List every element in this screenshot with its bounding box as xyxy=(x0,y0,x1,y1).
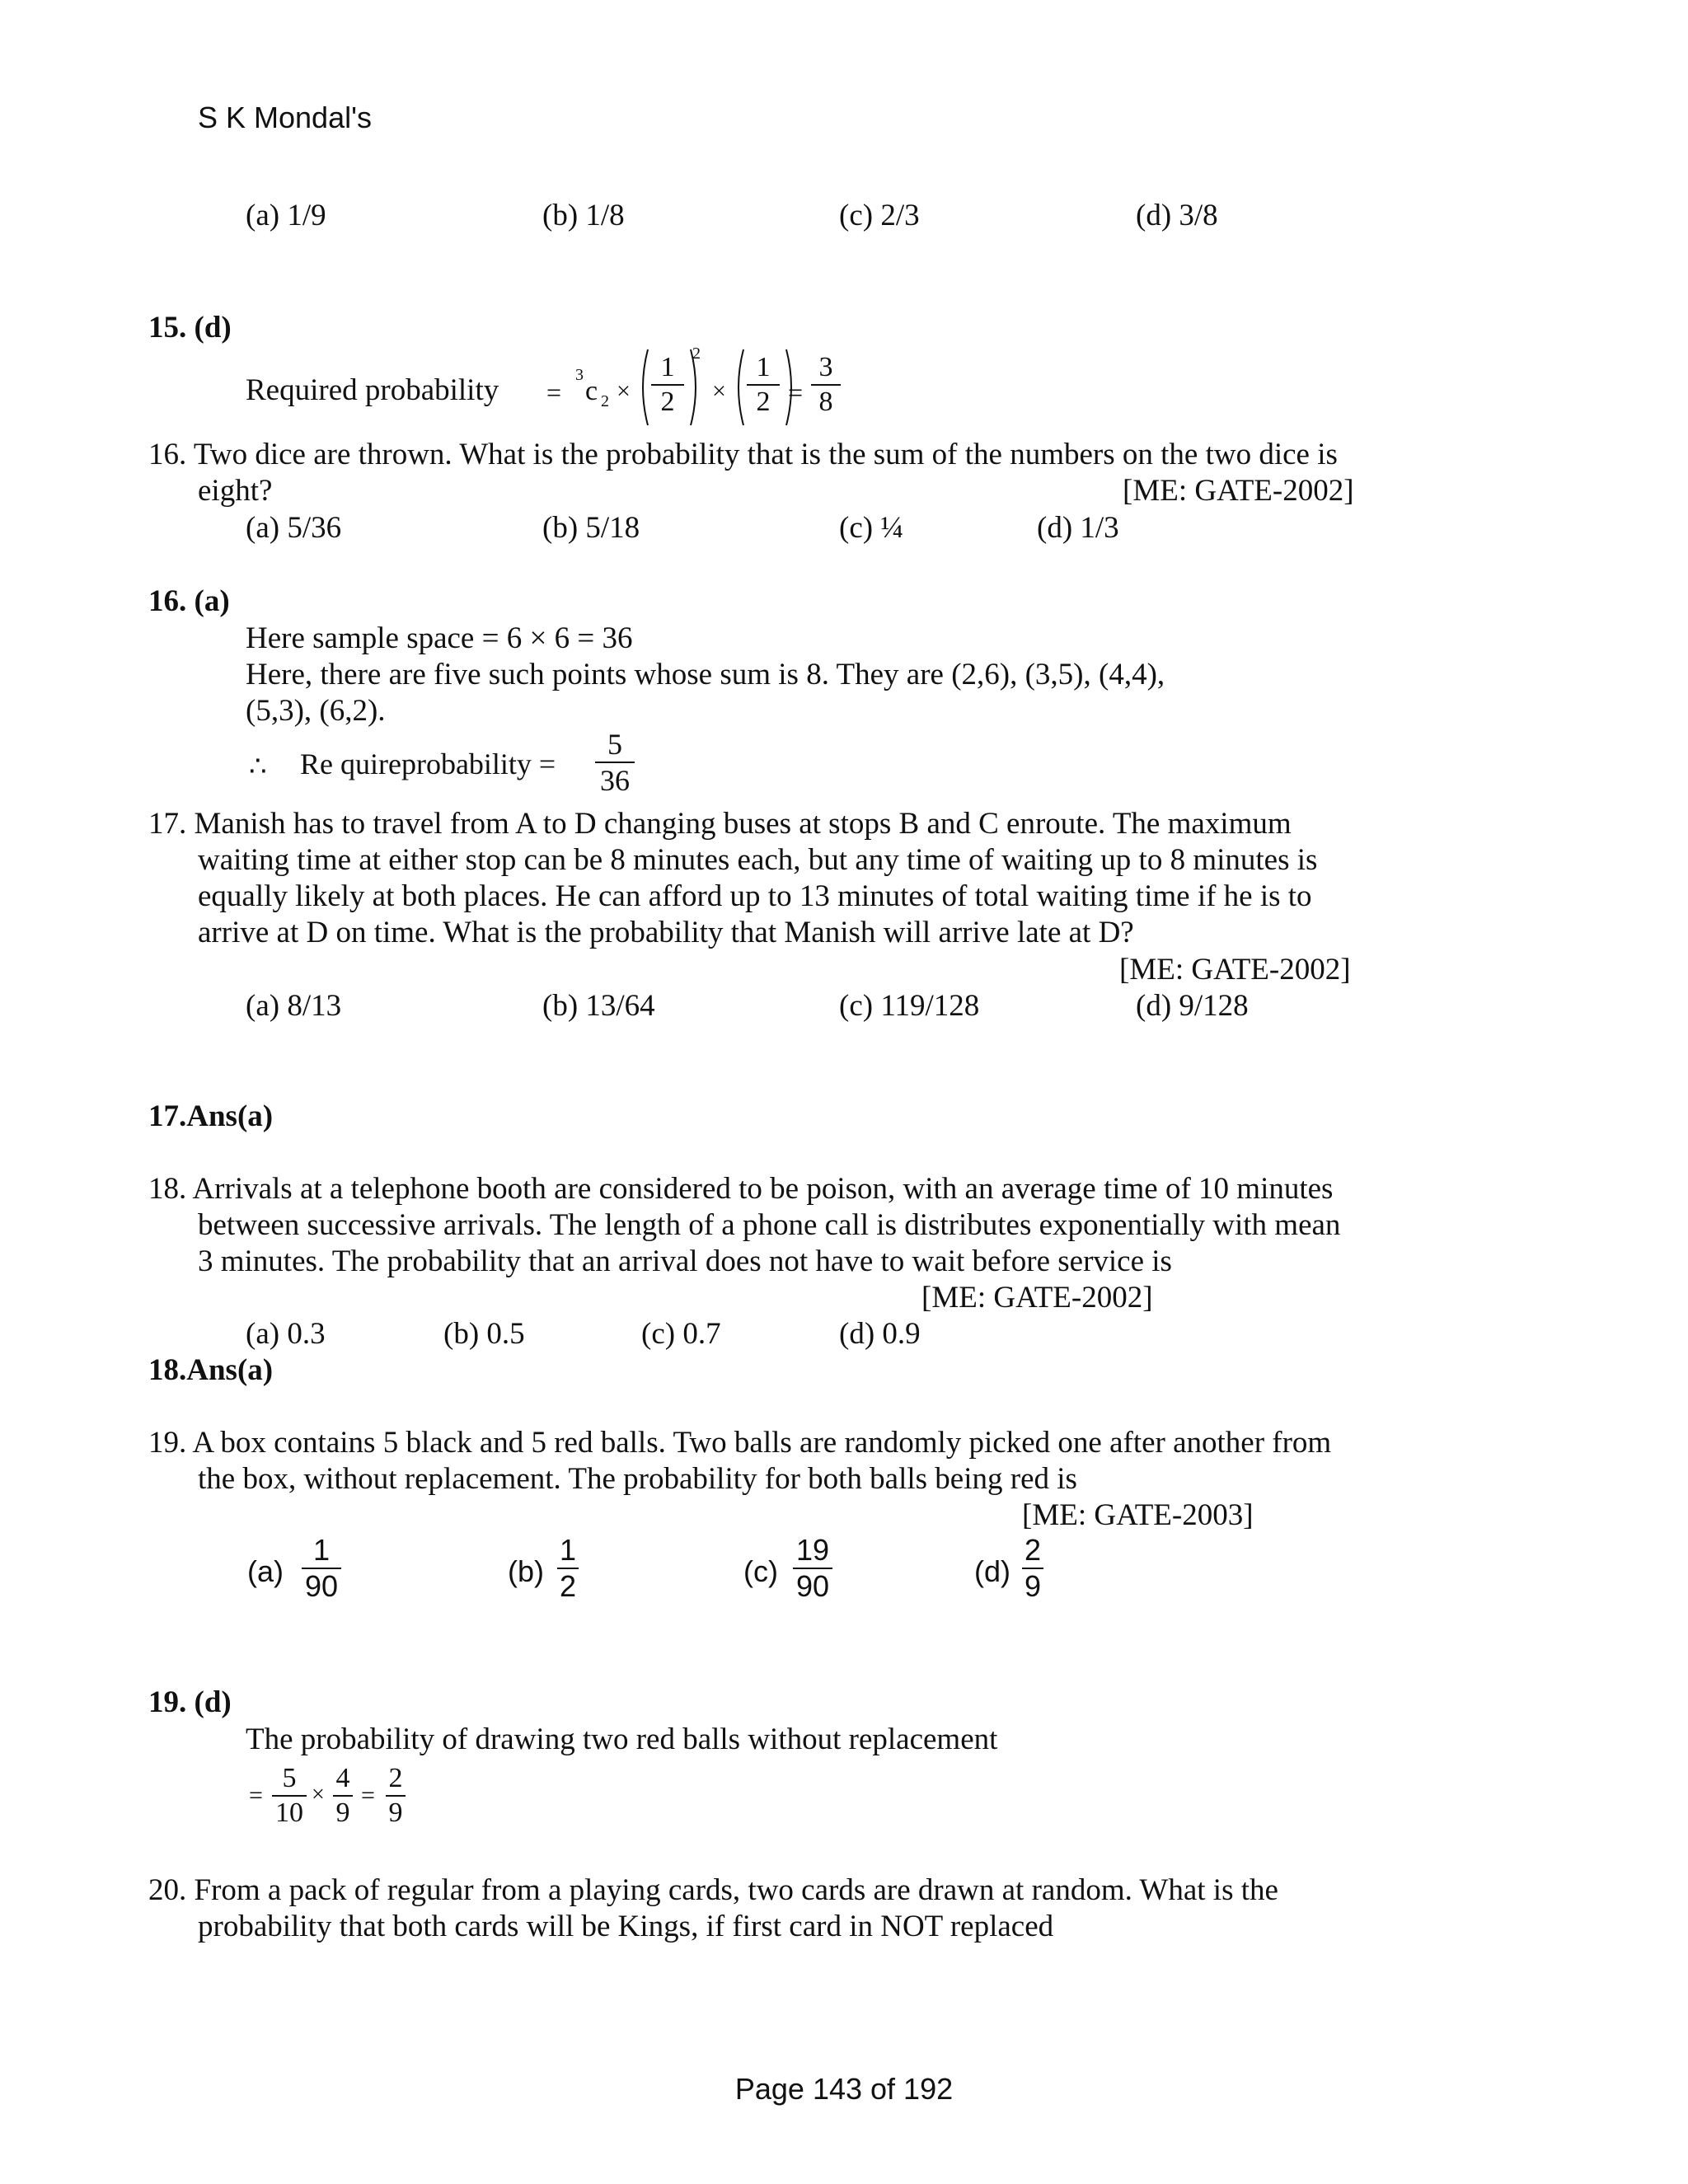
fraction-2-9 xyxy=(386,1762,406,1830)
option-label: (a) xyxy=(247,1554,284,1588)
explanation-line-2: Here, there are five such points whose sum is 8. They are (2,6), (3,5), (4,4), xyxy=(246,658,1165,691)
fraction-three-eighths xyxy=(811,351,841,419)
exam-reference: [ME: GATE-2002] xyxy=(1123,474,1354,508)
option-d: (d) 1/3 xyxy=(1037,511,1119,545)
denominator: 90 xyxy=(795,1569,830,1603)
numerator: 5 xyxy=(282,1763,297,1793)
question-20-line-1: 20. From a pack of regular from a playing cards, two cards are drawn at random. What is the xyxy=(148,1873,1278,1907)
explanation-line-3: (5,3), (6,2). xyxy=(246,694,386,728)
option-b: (b) 1/8 xyxy=(542,199,625,232)
question-18-line-2: between successive arrivals. The length of a phone call is distributes exponentially with mean xyxy=(198,1208,1341,1242)
fraction-one-half xyxy=(651,351,684,419)
option-a: (a) 8/13 xyxy=(246,989,342,1023)
denominator: 36 xyxy=(600,764,630,797)
question-19-line-2: the box, without replacement. The probability for both balls being red is xyxy=(198,1462,1077,1496)
required-probability-text: Re quireprobability = xyxy=(300,748,556,780)
question-17-line-1: 17. Manish has to travel from A to D changing buses at stops B and C enroute. The maximum xyxy=(148,807,1292,841)
question-17-line-4: arrive at D on time. What is the probability that Manish will arrive late at D? xyxy=(198,916,1134,949)
option-a: (a) 5/36 xyxy=(246,511,342,545)
fraction-4-9 xyxy=(333,1762,353,1830)
equals-sign: = xyxy=(249,1782,263,1809)
question-16-line-2: eight? xyxy=(198,474,273,508)
exam-reference: [ME: GATE-2003] xyxy=(1022,1498,1254,1532)
answer-17-label: 17.Ans(a) xyxy=(148,1099,274,1133)
option-label: (c) xyxy=(743,1554,778,1588)
denominator: 90 xyxy=(304,1569,339,1603)
exam-reference: [ME: GATE-2002] xyxy=(1119,953,1351,987)
numerator: 2 xyxy=(1024,1533,1042,1567)
fraction-one-half xyxy=(747,351,780,419)
option-fraction xyxy=(557,1533,579,1604)
numerator: 1 xyxy=(559,1533,577,1567)
subscript-2: 2 xyxy=(601,392,609,410)
exam-reference: [ME: GATE-2002] xyxy=(921,1281,1153,1315)
option-c: (c) 119/128 xyxy=(839,989,980,1023)
numerator: 19 xyxy=(795,1533,830,1567)
option-c: (c) 2/3 xyxy=(839,199,920,232)
denominator: 2 xyxy=(756,387,771,417)
times-sign: × xyxy=(312,1782,325,1807)
times-sign: × xyxy=(712,377,726,405)
equation-text: Required probability xyxy=(246,373,499,407)
denominator: 9 xyxy=(388,1797,403,1828)
page-number: Page 143 of 192 xyxy=(734,2072,954,2106)
option-fraction xyxy=(1022,1533,1043,1604)
question-17-line-2: waiting time at either stop can be 8 minutes each, but any time of waiting up to 8 minutes is xyxy=(198,843,1318,877)
explanation-text: The probability of drawing two red balls without replacement xyxy=(246,1722,998,1756)
question-19-line-1: 19. A box contains 5 black and 5 red balls. Two balls are randomly picked one after another from xyxy=(148,1426,1332,1460)
combination-c: c xyxy=(585,376,598,406)
denominator: 9 xyxy=(335,1797,350,1828)
option-c: (c) ¼ xyxy=(839,511,904,545)
option-b: (b) 0.5 xyxy=(443,1317,525,1351)
denominator: 10 xyxy=(275,1797,303,1828)
option-a: (a) 0.3 xyxy=(246,1317,326,1351)
fraction-5-36 xyxy=(595,727,635,798)
equals-sign: = xyxy=(546,377,562,407)
numerator: 2 xyxy=(388,1763,403,1793)
numerator: 1 xyxy=(312,1533,331,1567)
numerator: 3 xyxy=(818,352,833,382)
answer-16-label: 16. (a) xyxy=(148,584,230,618)
option-a: (a) 1/9 xyxy=(246,199,326,232)
numerator: 1 xyxy=(660,352,675,382)
exponent-2: 2 xyxy=(692,344,701,363)
denominator: 9 xyxy=(1024,1569,1042,1603)
answer-15-label: 15. (d) xyxy=(148,311,232,344)
superscript-3: 3 xyxy=(575,366,584,384)
option-d: (d) 9/128 xyxy=(1136,989,1249,1023)
question-17-line-3: equally likely at both places. He can afford up to 13 minutes of total waiting time if he is to xyxy=(198,879,1312,913)
explanation-line-1: Here sample space = 6 × 6 = 36 xyxy=(246,621,633,655)
option-fraction xyxy=(302,1533,341,1604)
option-d: (d) 0.9 xyxy=(839,1317,921,1351)
option-label: (b) xyxy=(508,1554,544,1588)
option-fraction xyxy=(793,1533,832,1604)
option-b: (b) 5/18 xyxy=(542,511,640,545)
question-18-line-1: 18. Arrivals at a telephone booth are considered to be poison, with an average time of 10 minutes xyxy=(148,1172,1334,1206)
option-d: (d) 3/8 xyxy=(1136,199,1218,232)
question-20-line-2: probability that both cards will be Kings, if first card in NOT replaced xyxy=(198,1910,1054,1943)
numerator: 5 xyxy=(607,728,622,761)
therefore-symbol: ∴ xyxy=(249,752,267,782)
equals-sign: = xyxy=(788,377,804,407)
option-label: (d) xyxy=(974,1554,1010,1588)
header-author: S K Mondal's xyxy=(198,101,372,134)
denominator: 2 xyxy=(660,387,675,417)
option-b: (b) 13/64 xyxy=(542,989,655,1023)
answer-19-label: 19. (d) xyxy=(148,1685,232,1719)
numerator: 1 xyxy=(756,352,771,382)
answer-18-label: 18.Ans(a) xyxy=(148,1353,274,1387)
numerator: 4 xyxy=(335,1763,350,1793)
question-18-line-3: 3 minutes. The probability that an arrival does not have to wait before service is xyxy=(198,1244,1172,1278)
fraction-5-10 xyxy=(272,1762,307,1830)
option-c: (c) 0.7 xyxy=(641,1317,721,1351)
question-16-line-1: 16. Two dice are thrown. What is the probability that is the sum of the numbers on the two dice is xyxy=(148,438,1338,471)
denominator: 8 xyxy=(818,387,833,417)
times-sign: × xyxy=(617,377,631,405)
equals-sign: = xyxy=(361,1782,375,1809)
denominator: 2 xyxy=(559,1569,577,1603)
